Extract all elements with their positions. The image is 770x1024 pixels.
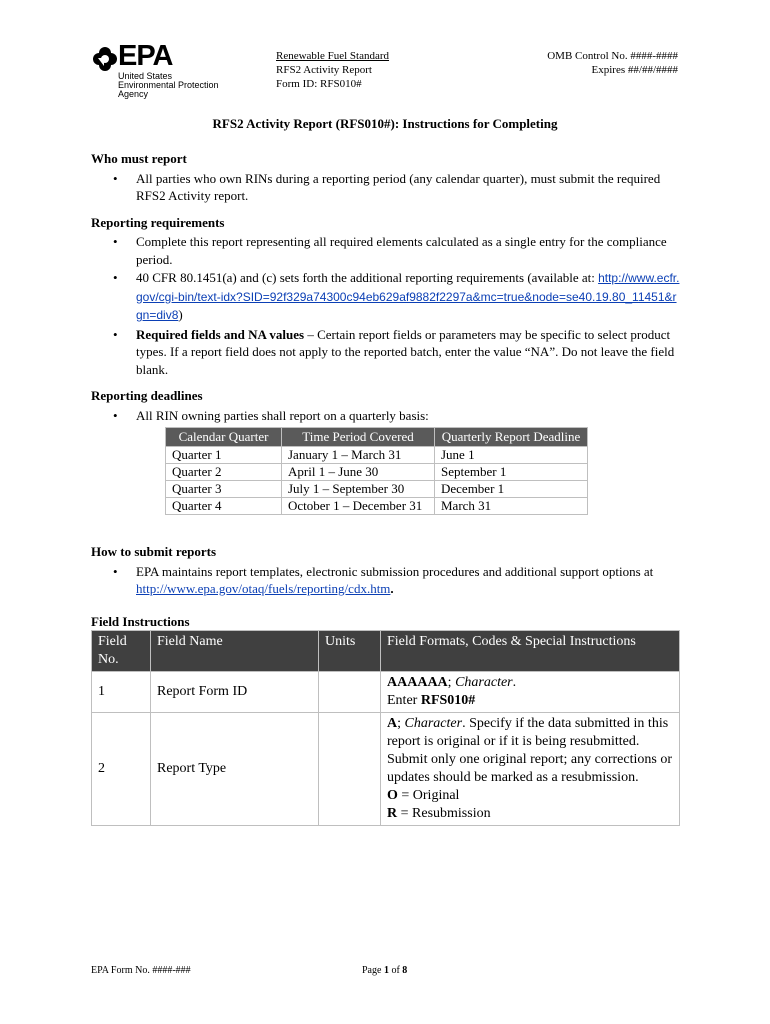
- column-header: Field No.: [92, 631, 151, 672]
- section-heading: Field Instructions: [91, 613, 190, 629]
- field-instructions-table: [91, 630, 680, 826]
- section-heading: How to submit reports: [91, 544, 217, 559]
- epa-logo: [92, 40, 232, 100]
- list-item-text: 40 CFR 80.1451(a) and (c) sets forth the additional reporting requirements (available at:: [136, 270, 595, 285]
- program-name: Renewable Fuel Standard: [276, 50, 390, 62]
- table-row: [92, 713, 680, 826]
- list-item: • All parties who own RINs during a reporting period (any calendar quarter), must submit the required RFS2 Activity report.: [136, 170, 681, 205]
- form-number: EPA Form No. ####-###: [91, 965, 191, 976]
- format-type: Character: [455, 675, 513, 690]
- table-cell: March 31: [435, 498, 588, 515]
- section-heading: Who must report: [91, 151, 187, 166]
- deadlines-table: [165, 427, 588, 515]
- format-code: A: [387, 716, 398, 731]
- table-cell: April 1 – June 30: [282, 464, 435, 481]
- field-name: Report Form ID: [151, 672, 319, 713]
- table-header-row: [92, 631, 680, 672]
- instruction-text: . Specify if the data submitted in this report is original or if it is being resubmitted. Submit only one original report; any corrections or updates should be marked as a resubmission.: [387, 716, 672, 785]
- bullet-list: [91, 407, 681, 425]
- list-item-text: – Certain report fields or parameters may be specific to select product types. If a report field does not apply to the reported batch, enter the value “NA”. Do not leave the field blank.: [136, 326, 675, 377]
- separator: ;: [397, 716, 405, 731]
- logo-line: Environmental Protection: [118, 80, 219, 90]
- omb-info: [547, 49, 678, 77]
- list-item: [136, 269, 681, 325]
- column-header: Calendar Quarter: [166, 428, 282, 447]
- document-body: [91, 150, 681, 826]
- table-cell: June 1: [435, 447, 588, 464]
- separator: ;: [447, 675, 456, 690]
- report-name: RFS2 Activity Report: [276, 64, 372, 76]
- page-of: of: [388, 965, 403, 976]
- column-header: Quarterly Report Deadline: [435, 428, 588, 447]
- list-item: • Complete this report representing all required elements calculated as a single entry for the compliance period.: [136, 233, 681, 268]
- table-cell: Quarter 2: [166, 464, 282, 481]
- bullet-list: [91, 233, 681, 378]
- table-row: [166, 464, 588, 481]
- table-row: [92, 672, 680, 713]
- logo-agency-name: [118, 72, 219, 99]
- section-heading: Reporting requirements: [91, 214, 225, 230]
- list-item-text: EPA maintains report templates, electronic submission procedures and additional support options at: [136, 563, 654, 579]
- format-code: AAAAAA: [387, 675, 448, 690]
- bullet-list: [91, 563, 681, 598]
- field-number: 1: [92, 672, 151, 713]
- list-item: [136, 326, 681, 379]
- closing-paren: ): [178, 307, 183, 322]
- code-value: R: [387, 806, 398, 821]
- table-cell: September 1: [435, 464, 588, 481]
- table-header-row: [166, 428, 588, 447]
- table-cell: Quarter 1: [166, 447, 282, 464]
- code-description: = Original: [397, 788, 460, 803]
- table-cell: December 1: [435, 481, 588, 498]
- column-header: Field Name: [151, 631, 319, 672]
- logo-line: United States: [118, 71, 173, 81]
- table-row: [166, 498, 588, 515]
- format-type: Character: [404, 716, 463, 731]
- instruction-text: Enter: [387, 693, 421, 708]
- current-page: 1: [383, 965, 389, 976]
- table-cell: July 1 – September 30: [282, 481, 435, 498]
- field-name: Report Type: [151, 713, 319, 826]
- table-row: [166, 481, 588, 498]
- ecfr-link[interactable]: http://www.ecfr.gov/cgi-bin/text-idx?SID=92f329a74300c94eb629af9882f2297a&mc=true&node=se40.19.80_11451&rgn=div8: [136, 271, 680, 322]
- code-description: = Resubmission: [397, 806, 491, 821]
- code-value: O: [387, 788, 398, 803]
- list-item: [136, 563, 681, 598]
- table-cell: Quarter 3: [166, 481, 282, 498]
- field-format: [381, 672, 680, 713]
- bullet-list: [91, 170, 681, 205]
- instruction-value: RFS010#: [420, 693, 476, 708]
- table-cell: Quarter 4: [166, 498, 282, 515]
- form-id: Form ID: RFS010#: [276, 78, 362, 90]
- field-number: 2: [92, 713, 151, 826]
- table-cell: October 1 – December 31: [282, 498, 435, 515]
- logo-wordmark: EPA: [118, 40, 173, 72]
- cdx-link[interactable]: http://www.epa.gov/otaq/fuels/reporting/cdx.htm: [136, 581, 391, 596]
- list-item: • All RIN owning parties shall report on a quarterly basis:: [136, 407, 681, 425]
- expiration-date: Expires ##/##/####: [591, 64, 678, 76]
- column-header: Field Formats, Codes & Special Instructions: [381, 631, 680, 672]
- field-format: [381, 713, 680, 826]
- field-units: [319, 672, 381, 713]
- form-header: [276, 49, 389, 91]
- omb-control-number: OMB Control No. ####-####: [547, 50, 678, 62]
- epa-flower-logo-icon: [92, 46, 118, 72]
- total-pages: 8: [402, 965, 408, 976]
- period: .: [390, 581, 394, 596]
- period: .: [512, 675, 517, 690]
- column-header: Units: [319, 631, 381, 672]
- table-cell: January 1 – March 31: [282, 447, 435, 464]
- document-title: RFS2 Activity Report (RFS010#): Instructions for Completing: [212, 116, 558, 131]
- column-header: Time Period Covered: [282, 428, 435, 447]
- page-label: Page: [362, 965, 384, 976]
- bold-term: Required fields and NA values: [136, 326, 305, 342]
- section-heading: Reporting deadlines: [91, 388, 203, 403]
- logo-line: Agency: [118, 89, 149, 99]
- table-row: [166, 447, 588, 464]
- page-number: [362, 965, 407, 976]
- field-units: [319, 713, 381, 826]
